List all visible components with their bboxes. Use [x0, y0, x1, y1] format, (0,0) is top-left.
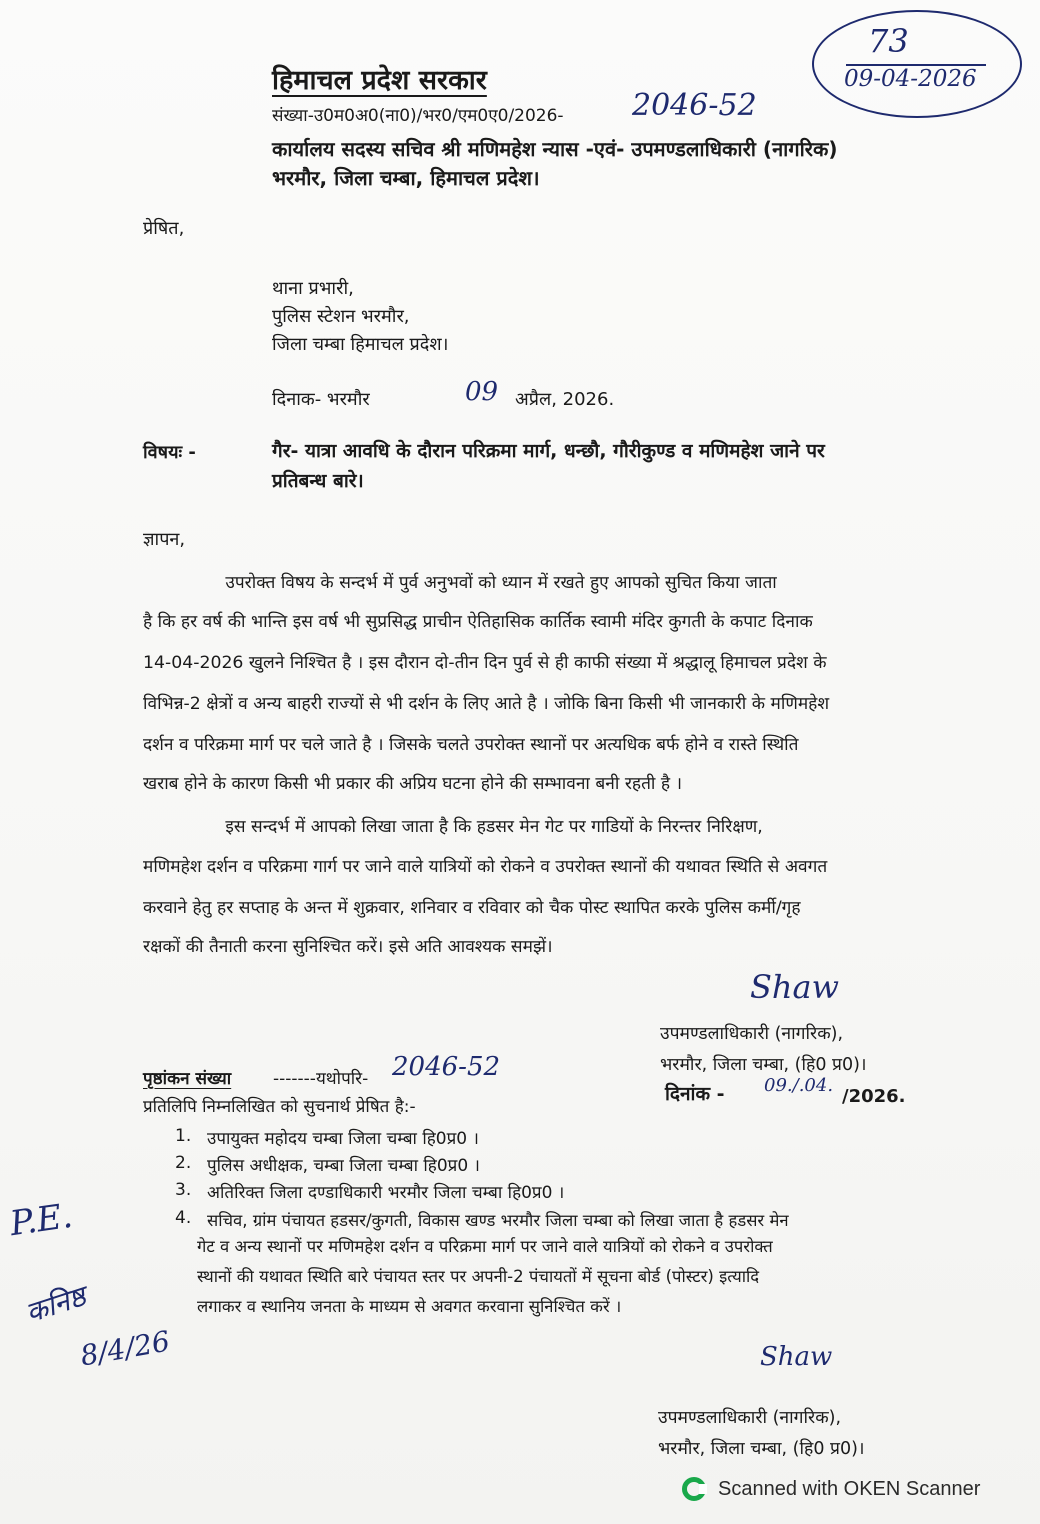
copy-item-number: 1.: [175, 1126, 192, 1146]
signatory-location: भरमौर, जिला चम्बा, (हि0 प्र0)।: [660, 1055, 867, 1075]
reference-number: संख्या-उ0म0अ0(ना0)/भर0/एम0ए0/2026-: [272, 106, 564, 126]
signatory-location: भरमौर, जिला चम्बा, (हि0 प्र0)।: [658, 1439, 865, 1459]
copy-item-text: गेट व अन्य स्थानों पर मणिमहेश दर्शन व परिक्रमा मार्ग पर जाने वाले यात्रियों को रोकने व उपरोक्त: [197, 1237, 773, 1256]
subject-line-2: प्रतिबन्ध बारे।: [272, 470, 364, 492]
body-line: विभिन्न-2 क्षेत्रों व अन्य बाहरी राज्यों से भी दर्शन के लिए आते है । जोकि बिना किसी भी जानकारी के मणिमहेश: [143, 694, 830, 714]
signature-2: Shaw: [760, 1342, 833, 1372]
body-line: रक्षकों की तैनाती करना सुनिश्चित करें। इसे अति आवश्यक समझें।: [143, 937, 553, 957]
copy-item-number: 2.: [175, 1153, 192, 1173]
copy-item-text: सचिव, ग्रांम पंचायत हडसर/कुगती, विकास खण्ड भरमौर जिला चम्बा को लिखा जाता है हडसर मेन: [207, 1211, 789, 1230]
date-label: दिनाक- भरमौर: [272, 389, 370, 410]
copy-item-text: लगाकर व स्थानिय जनता के माध्यम से अवगत करवाना सुनिश्चित करें ।: [197, 1297, 622, 1316]
office-line-1: कार्यालय सदस्य सचिव श्री मणिमहेश न्यास -एवं- उपमण्डलाधिकारी (नागरिक): [272, 137, 838, 161]
oken-logo-icon: [682, 1477, 706, 1501]
recipient-line: थाना प्रभारी,: [272, 278, 354, 299]
endorsement-handwritten: 2046-52: [392, 1052, 501, 1082]
copy-item-text: अतिरिक्त जिला दण्डाधिकारी भरमौर जिला चम्बा हि0प्र0 ।: [207, 1183, 565, 1203]
signatory-designation: उपमण्डलाधिकारी (नागरिक),: [660, 1024, 844, 1044]
subject-line-1: गैर- यात्रा आवधि के दौरान परिक्रमा मार्ग, धन्छौ, गौरीकुण्ड व मणिमहेश जाने पर: [272, 440, 825, 462]
subject-label: विषयः -: [143, 442, 196, 463]
stamp-date: 09-04-2026: [844, 66, 977, 92]
office-line-2: भरमौर, जिला चम्बा, हिमाचल प्रदेश।: [272, 166, 540, 190]
preshit-label: प्रेषित,: [143, 218, 185, 239]
body-line: दर्शन व परिक्रमा मार्ग पर चले जाते है । जिसके चलते उपरोक्त स्थानों पर अत्यधिक बर्फ होने व रास्ते स्थिति: [143, 735, 799, 755]
body-line: करवाने हेतु हर सप्ताह के अन्त में शुक्रवार, शनिवार व रविवार को चैक पोस्ट स्थापित करके पुलिस कर्मी/गृह: [143, 898, 801, 918]
copy-item-text: पुलिस अधीक्षक, चम्बा जिला चम्बा हि0प्र0 ।: [207, 1156, 480, 1176]
body-line: इस सन्दर्भ में आपको लिखा जाता है कि हडसर मेन गेट पर गाडियों के निरन्तर निरिक्षण,: [143, 817, 763, 837]
body-line: खराब होने के कारण किसी भी प्रकार की अप्रिय घटना होने की सम्भावना बनी रहती है ।: [143, 774, 683, 794]
date-month-year: अप्रैल, 2026.: [515, 389, 615, 410]
reference-handwritten: 2046-52: [632, 88, 757, 123]
government-title: हिमाचल प्रदेश सरकार: [272, 65, 487, 96]
gyapan-label: ज्ञापन,: [143, 529, 186, 550]
copy-item-number: 4.: [175, 1208, 192, 1228]
body-line: है कि हर वर्ष की भान्ति इस वर्ष भी सुप्रसिद्ध प्राचीन ऐतिहासिक कार्तिक स्वामी मंदिर कुगती के कपाट दिनाक: [143, 612, 813, 632]
signature-date-year: /2026.: [842, 1086, 906, 1107]
endorsement-middle: -------यथोपरि-: [273, 1069, 369, 1089]
margin-note: P.E.: [7, 1195, 75, 1245]
endorsement-label: पृष्ठांकन संख्या: [143, 1069, 232, 1089]
signatory-designation: उपमण्डलाधिकारी (नागरिक),: [658, 1408, 842, 1428]
margin-note: कनिष्ठ: [21, 1279, 90, 1330]
recipient-line: जिला चम्बा हिमाचल प्रदेश।: [272, 334, 449, 355]
signature-1: Shaw: [750, 968, 839, 1006]
signature-date-label: दिनांक -: [665, 1083, 725, 1105]
copy-to-line: प्रतिलिपि निम्नलिखित को सुचनार्थ प्रेषित है:-: [143, 1097, 416, 1117]
stamp-number: 73: [868, 22, 909, 60]
body-line: उपरोक्त विषय के सन्दर्भ में पुर्व अनुभवों को ध्यान में रखते हुए आपको सुचित किया जाता: [143, 573, 777, 593]
recipient-line: पुलिस स्टेशन भरमौर,: [272, 306, 410, 327]
body-line: 14-04-2026 खुलने निश्चित है । इस दौरान दो-तीन दिन पुर्व से ही काफी संख्या में श्रद्धालू हिमाचल प्रदेश के: [143, 653, 827, 673]
scanner-text: Scanned with OKEN Scanner: [718, 1477, 981, 1500]
copy-item-text: उपायुक्त महोदय चम्बा जिला चम्बा हि0प्र0 ।: [207, 1129, 479, 1149]
scanner-watermark: [682, 1474, 980, 1504]
copy-item-text: स्थानों की यथावत स्थिति बारे पंचायत स्तर पर अपनी-2 पंचायतों में सूचना बोर्ड (पोस्टर) इत्यादि: [197, 1267, 760, 1286]
body-line: मणिमहेश दर्शन व परिक्रमा गार्ग पर जाने वाले यात्रियों को रोकने व उपरोक्त स्थानों की यथावत स्थिति से अवगत: [143, 857, 828, 877]
signature-date-handwritten: 09./.04.: [764, 1075, 834, 1096]
date-day-handwritten: 09: [465, 377, 499, 407]
margin-note: 8/4/26: [77, 1324, 173, 1373]
copy-item-number: 3.: [175, 1180, 192, 1200]
